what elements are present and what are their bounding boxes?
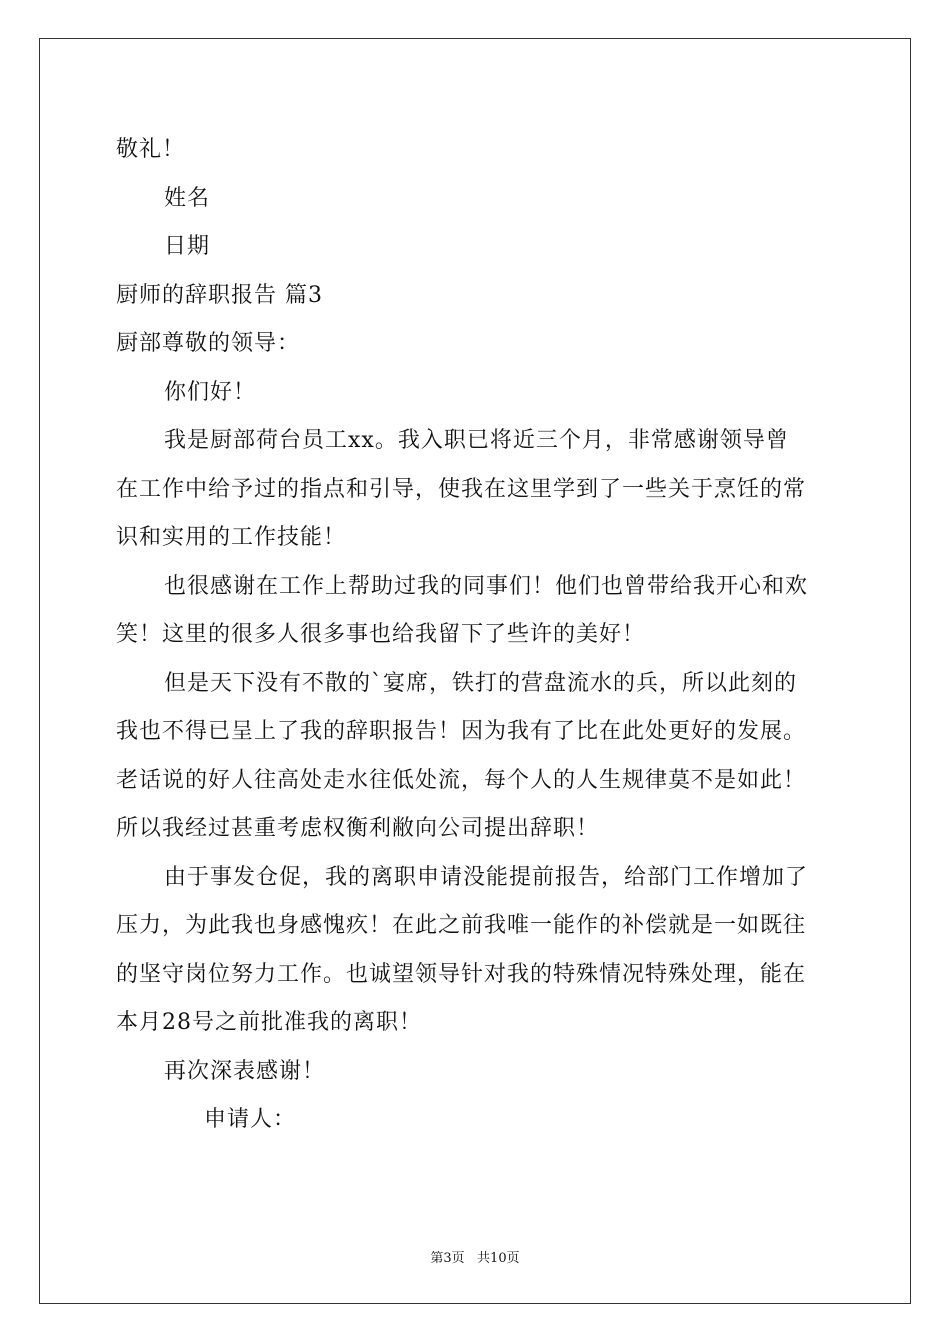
text-line: 我也不得已呈上了我的辞职报告！因为我有了比在此处更好的发展。 bbox=[116, 719, 807, 744]
text-line: 的坚守岗位努力工作。也诚望领导针对我的特殊情况特殊处理，能在 bbox=[116, 961, 807, 987]
text-line: 日期 bbox=[164, 234, 211, 259]
text-line: 老话说的好人往高处走水往低处流，每个人的人生规律莫不是如此！ bbox=[116, 767, 807, 793]
text-line: 识和实用的工作技能！ bbox=[116, 525, 347, 550]
text-line: 所以我经过甚重考虑权衡利敝向公司提出辞职！ bbox=[116, 816, 600, 841]
text-line: 姓名 bbox=[164, 185, 211, 211]
document-body bbox=[116, 126, 836, 1145]
salutation: 厨部尊敬的领导： bbox=[116, 331, 301, 356]
text-line: 由于事发仓促，我的离职申请没能提前报告，给部门工作增加了 bbox=[164, 864, 809, 890]
text-line: 但是天下没有不散的`宴席，铁打的营盘流水的兵，所以此刻的 bbox=[164, 670, 798, 696]
text-line: 在工作中给予过的指点和引导，使我在这里学到了一些关于烹饪的常 bbox=[116, 476, 807, 502]
text-line: 再次深表感谢！ bbox=[164, 1058, 326, 1084]
text-line: 我是厨部荷台员工xx。我入职已将近三个月，非常感谢领导曾 bbox=[164, 428, 789, 453]
text-line: 也很感谢在工作上帮助过我的同事们！他们也曾带给我开心和欢 bbox=[164, 573, 809, 599]
text-line: 压力，为此我也身感愧疚！在此之前我唯一能作的补偿就是一如既往 bbox=[116, 913, 807, 938]
text-line: 敬礼！ bbox=[116, 137, 186, 162]
section-heading: 厨师的辞职报告 篇3 bbox=[116, 282, 323, 308]
text-line: 你们好！ bbox=[164, 379, 257, 405]
text-line: 本月28号之前批准我的离职！ bbox=[116, 1010, 422, 1035]
page-number-footer: 第3页 共10页 bbox=[430, 1251, 520, 1266]
text-line: 笑！这里的很多人很多事也给我留下了些许的美好！ bbox=[116, 622, 646, 647]
signature-label: 申请人： bbox=[204, 1107, 297, 1132]
